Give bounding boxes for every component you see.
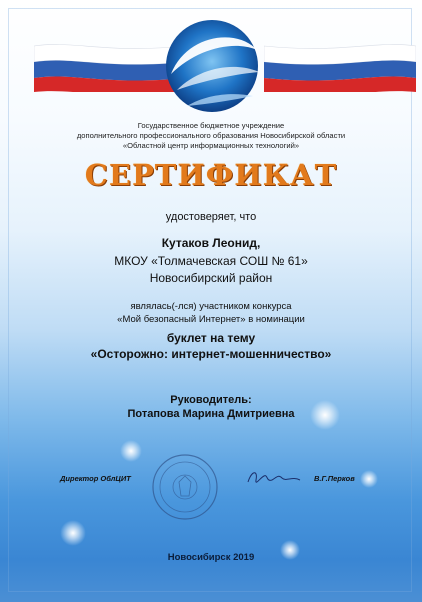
sparkle xyxy=(60,520,86,546)
russian-flag-right xyxy=(264,44,416,92)
sparkle xyxy=(360,470,378,488)
director-name: В.Г.Перков xyxy=(314,474,355,483)
recipient-name: Кутаков Леонид, xyxy=(161,236,261,250)
org-line-1: Государственное бюджетное учреждение xyxy=(137,121,285,130)
certificate-title: СЕРТИФИКАТ xyxy=(84,158,338,192)
sparkle xyxy=(120,440,142,462)
nomination-line-1: буклет на тему xyxy=(166,331,256,345)
org-line-3: «Областной центр информационных технологий» xyxy=(122,141,300,150)
certifies-text: удостоверяет, что xyxy=(165,211,257,223)
org-line-2: дополнительного профессионального образования Новосибирской области xyxy=(76,131,346,140)
director-signature xyxy=(246,468,302,488)
participation-line-1: являлась(-лся) участником конкурса xyxy=(130,301,292,312)
city-year: Новосибирск 2019 xyxy=(167,552,255,563)
nomination-line-2: «Осторожно: интернет-мошенничество» xyxy=(90,347,332,361)
supervisor-label: Руководитель: xyxy=(170,394,252,406)
official-seal xyxy=(150,452,220,522)
organization-name xyxy=(0,121,422,151)
oblcit-logo xyxy=(157,14,267,118)
recipient-district: Новосибирский район xyxy=(149,271,273,285)
director-label: Директор ОблЦИТ xyxy=(60,474,131,483)
recipient-school: МКОУ «Толмачевская СОШ № 61» xyxy=(114,254,308,268)
participation-line-2: «Мой безопасный Интернет» в номинации xyxy=(117,314,305,325)
supervisor-name: Потапова Марина Дмитриевна xyxy=(127,408,295,420)
